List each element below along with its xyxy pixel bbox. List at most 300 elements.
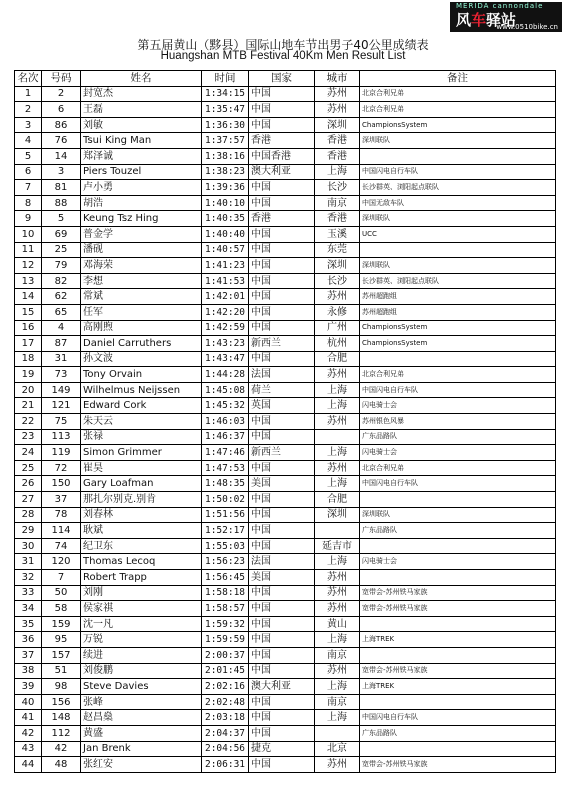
city-cell: 上海 [315,476,360,492]
city-cell [315,523,360,539]
number-cell: 48 [42,757,81,773]
rank-cell: 13 [15,273,42,289]
athlete-name: Wilhelmus Neijssen [81,382,202,398]
city-cell: 上海 [315,554,360,570]
finish-time: 1:36:30 [202,117,249,133]
number-cell: 7 [42,570,81,586]
finish-time: 1:44:28 [202,367,249,383]
number-cell: 58 [42,601,81,617]
finish-time: 1:38:23 [202,164,249,180]
rank-cell: 24 [15,445,42,461]
team-note: 长沙群英、浏阳起点联队 [360,180,556,196]
number-cell: 75 [42,414,81,430]
athlete-name: Gary Loafman [81,476,202,492]
team-note: 北京合利兄弟 [360,102,556,118]
athlete-name: 任军 [81,304,202,320]
finish-time: 1:40:57 [202,242,249,258]
rank-cell: 27 [15,492,42,508]
country-cell: 香港 [249,211,315,227]
finish-time: 1:46:03 [202,414,249,430]
athlete-name: 邓海荣 [81,258,202,274]
table-row [15,663,556,679]
team-note: 中国闪电自行车队 [360,710,556,726]
number-cell: 157 [42,647,81,663]
table-row [15,445,556,461]
country-cell: 中国 [249,102,315,118]
rank-cell: 14 [15,289,42,305]
number-cell: 113 [42,429,81,445]
country-cell: 中国 [249,710,315,726]
header-country: 国家 [249,71,315,87]
finish-time: 1:39:36 [202,180,249,196]
country-cell: 新西兰 [249,445,315,461]
athlete-name: 赵昌燊 [81,710,202,726]
city-cell: 广州 [315,320,360,336]
header-rank: 名次 [15,71,42,87]
rank-cell: 15 [15,304,42,320]
rank-cell: 17 [15,336,42,352]
athlete-name: 胡浩 [81,195,202,211]
finish-time: 1:40:35 [202,211,249,227]
rank-cell: 1 [15,86,42,102]
title-english: Huangshan MTB Festival 40Km Men Result List [160,50,406,62]
country-cell: 中国 [249,585,315,601]
number-cell: 74 [42,538,81,554]
number-cell: 150 [42,476,81,492]
finish-time: 1:47:46 [202,445,249,461]
finish-time: 1:52:17 [202,523,249,539]
number-cell: 81 [42,180,81,196]
finish-time: 1:51:56 [202,507,249,523]
country-cell: 中国 [249,725,315,741]
country-cell: 新西兰 [249,336,315,352]
city-cell: 苏州 [315,601,360,617]
country-cell: 中国 [249,429,315,445]
athlete-name: Jan Brenk [81,741,202,757]
city-cell: 上海 [315,679,360,695]
table-header-row [15,71,556,87]
number-cell: 112 [42,725,81,741]
finish-time: 1:47:53 [202,460,249,476]
country-cell: 中国 [249,195,315,211]
city-cell: 上海 [315,164,360,180]
team-note [360,351,556,367]
finish-time: 1:48:35 [202,476,249,492]
rank-cell: 12 [15,258,42,274]
number-cell: 120 [42,554,81,570]
city-cell: 杭州 [315,336,360,352]
team-note: 广东品路队 [360,429,556,445]
country-cell: 中国 [249,242,315,258]
finish-time: 1:56:23 [202,554,249,570]
site-logo[interactable] [450,2,562,32]
city-cell: 北京 [315,741,360,757]
number-cell: 95 [42,632,81,648]
city-cell: 深圳 [315,507,360,523]
team-note [360,492,556,508]
rank-cell: 43 [15,741,42,757]
rank-cell: 7 [15,180,42,196]
team-note: 中国闪电自行车队 [360,476,556,492]
team-note: 中国无敌车队 [360,195,556,211]
table-row [15,102,556,118]
header-name: 姓名 [81,71,202,87]
country-cell: 捷克 [249,741,315,757]
rank-cell: 32 [15,570,42,586]
team-note: 宽带会-苏州铁马家族 [360,757,556,773]
sponsor-brands: MERIDA cannondale [456,2,544,10]
rank-cell: 6 [15,164,42,180]
athlete-name: 封宽杰 [81,86,202,102]
finish-time: 1:43:47 [202,351,249,367]
team-note [360,570,556,586]
country-cell: 中国 [249,117,315,133]
finish-time: 2:04:56 [202,741,249,757]
rank-cell: 20 [15,382,42,398]
athlete-name: Keung Tsz Hing [81,211,202,227]
table-row [15,367,556,383]
rank-cell: 31 [15,554,42,570]
city-cell: 深圳 [315,117,360,133]
number-cell: 156 [42,694,81,710]
rank-cell: 4 [15,133,42,149]
city-cell: 黄山 [315,616,360,632]
finish-time: 2:00:37 [202,647,249,663]
team-note: 北京合利兄弟 [360,460,556,476]
finish-time: 1:42:59 [202,320,249,336]
table-row [15,180,556,196]
rank-cell: 29 [15,523,42,539]
athlete-name: 李想 [81,273,202,289]
number-cell: 4 [42,320,81,336]
table-row [15,757,556,773]
table-row [15,523,556,539]
athlete-name: 高刚煦 [81,320,202,336]
athlete-name: 郑泽诚 [81,148,202,164]
table-row [15,647,556,663]
table-row [15,476,556,492]
team-note: 深圳联队 [360,211,556,227]
country-cell: 澳大利亚 [249,164,315,180]
athlete-name: Simon Grimmer [81,445,202,461]
table-row [15,211,556,227]
number-cell: 159 [42,616,81,632]
table-row [15,86,556,102]
city-cell: 上海 [315,382,360,398]
number-cell: 31 [42,351,81,367]
table-row [15,148,556,164]
table-row [15,133,556,149]
table-row [15,507,556,523]
rank-cell: 34 [15,601,42,617]
table-row [15,320,556,336]
country-cell: 中国 [249,632,315,648]
city-cell: 合肥 [315,492,360,508]
rank-cell: 37 [15,647,42,663]
rank-cell: 18 [15,351,42,367]
city-cell: 永修 [315,304,360,320]
number-cell: 5 [42,211,81,227]
city-cell: 南京 [315,694,360,710]
finish-time: 1:58:18 [202,585,249,601]
number-cell: 148 [42,710,81,726]
logo-wordmark: 风车驿站 [456,11,517,29]
table-row [15,117,556,133]
athlete-name: 张红安 [81,757,202,773]
country-cell: 中国 [249,86,315,102]
team-note: 长沙群英、浏阳起点联队 [360,273,556,289]
team-note [360,242,556,258]
number-cell: 65 [42,304,81,320]
table-row [15,304,556,320]
athlete-name: 孙文波 [81,351,202,367]
city-cell: 苏州 [315,414,360,430]
city-cell: 上海 [315,445,360,461]
athlete-name: 崔昊 [81,460,202,476]
athlete-name: 王磊 [81,102,202,118]
team-note: 北京合利兄弟 [360,86,556,102]
city-cell: 上海 [315,398,360,414]
athlete-name: 张禄 [81,429,202,445]
athlete-name: Tony Orvain [81,367,202,383]
country-cell: 中国 [249,647,315,663]
city-cell: 延吉市 [315,538,360,554]
finish-time: 1:45:08 [202,382,249,398]
country-cell: 中国 [249,258,315,274]
athlete-name: 张峰 [81,694,202,710]
finish-time: 2:06:31 [202,757,249,773]
table-row [15,741,556,757]
team-note: 苏州超跑组 [360,304,556,320]
rank-cell: 9 [15,211,42,227]
country-cell: 中国 [249,226,315,242]
title-chinese: 第五届黄山（黟县）国际山地车节出男子40公里成绩表 [137,38,429,52]
city-cell: 玉溪 [315,226,360,242]
number-cell: 42 [42,741,81,757]
finish-time: 1:55:03 [202,538,249,554]
table-row [15,195,556,211]
header-note: 备注 [360,71,556,87]
country-cell: 中国 [249,538,315,554]
table-row [15,336,556,352]
city-cell: 香港 [315,211,360,227]
finish-time: 1:46:37 [202,429,249,445]
athlete-name: 耿斌 [81,523,202,539]
rank-cell: 22 [15,414,42,430]
country-cell: 美国 [249,570,315,586]
team-note [360,647,556,663]
city-cell [315,429,360,445]
table-row [15,554,556,570]
team-note: 深圳联队 [360,507,556,523]
team-note: 上海TREK [360,679,556,695]
city-cell: 苏州 [315,102,360,118]
team-note: 中国闪电自行车队 [360,382,556,398]
city-cell: 合肥 [315,351,360,367]
country-cell: 法国 [249,367,315,383]
athlete-name: 那扎尔别克.别肯 [81,492,202,508]
rank-cell: 39 [15,679,42,695]
rank-cell: 5 [15,148,42,164]
country-cell: 中国 [249,492,315,508]
number-cell: 37 [42,492,81,508]
number-cell: 79 [42,258,81,274]
table-row [15,414,556,430]
finish-time: 1:40:40 [202,226,249,242]
athlete-name: 朱天云 [81,414,202,430]
rank-cell: 8 [15,195,42,211]
number-cell: 149 [42,382,81,398]
finish-time: 2:02:48 [202,694,249,710]
finish-time: 1:45:32 [202,398,249,414]
finish-time: 1:41:23 [202,258,249,274]
athlete-name: 万锐 [81,632,202,648]
number-cell: 86 [42,117,81,133]
table-row [15,601,556,617]
table-row [15,585,556,601]
city-cell: 苏州 [315,460,360,476]
number-cell: 76 [42,133,81,149]
finish-time: 1:41:53 [202,273,249,289]
athlete-name: 刘敏 [81,117,202,133]
team-note [360,148,556,164]
team-note: 宽带会-苏州铁马家族 [360,585,556,601]
athlete-name: Daniel Carruthers [81,336,202,352]
rank-cell: 28 [15,507,42,523]
country-cell: 中国 [249,273,315,289]
finish-time: 1:34:15 [202,86,249,102]
country-cell: 中国 [249,304,315,320]
city-cell: 长沙 [315,180,360,196]
finish-time: 1:40:10 [202,195,249,211]
finish-time: 2:01:45 [202,663,249,679]
athlete-name: Edward Cork [81,398,202,414]
country-cell: 中国 [249,507,315,523]
city-cell: 苏州 [315,757,360,773]
rank-cell: 33 [15,585,42,601]
athlete-name: 沈一凡 [81,616,202,632]
finish-time: 1:38:16 [202,148,249,164]
finish-time: 1:59:59 [202,632,249,648]
country-cell: 美国 [249,476,315,492]
team-note: ChampionsSystem [360,336,556,352]
country-cell: 中国 [249,414,315,430]
team-note: 闪电骑士会 [360,554,556,570]
country-cell: 香港 [249,133,315,149]
number-cell: 2 [42,86,81,102]
number-cell: 3 [42,164,81,180]
number-cell: 72 [42,460,81,476]
table-row [15,460,556,476]
number-cell: 14 [42,148,81,164]
number-cell: 114 [42,523,81,539]
country-cell: 中国 [249,663,315,679]
team-note [360,694,556,710]
number-cell: 25 [42,242,81,258]
country-cell: 中国 [249,289,315,305]
city-cell: 香港 [315,133,360,149]
finish-time: 1:42:20 [202,304,249,320]
table-row [15,429,556,445]
city-cell: 苏州 [315,86,360,102]
team-note: 闪电骑士会 [360,398,556,414]
country-cell: 中国 [249,694,315,710]
country-cell: 中国香港 [249,148,315,164]
table-row [15,273,556,289]
country-cell: 中国 [249,616,315,632]
city-cell: 东莞 [315,242,360,258]
athlete-name: 纪卫东 [81,538,202,554]
finish-time: 2:02:16 [202,679,249,695]
athlete-name: Steve Davies [81,679,202,695]
rank-cell: 2 [15,102,42,118]
country-cell: 中国 [249,601,315,617]
finish-time: 1:50:02 [202,492,249,508]
athlete-name: 刘俊鹏 [81,663,202,679]
team-note: 广东品路队 [360,523,556,539]
city-cell: 苏州 [315,289,360,305]
country-cell: 法国 [249,554,315,570]
number-cell: 6 [42,102,81,118]
athlete-name: 卢小勇 [81,180,202,196]
number-cell: 50 [42,585,81,601]
table-row [15,616,556,632]
table-row [15,398,556,414]
athlete-name: Thomas Lecoq [81,554,202,570]
team-note: 苏州银色风暴 [360,414,556,430]
finish-time: 1:35:47 [202,102,249,118]
athlete-name: 普金学 [81,226,202,242]
city-cell: 深圳 [315,258,360,274]
team-note: 北京合利兄弟 [360,367,556,383]
rank-cell: 23 [15,429,42,445]
rank-cell: 3 [15,117,42,133]
athlete-name: Robert Trapp [81,570,202,586]
rank-cell: 42 [15,725,42,741]
rank-cell: 11 [15,242,42,258]
table-row [15,710,556,726]
finish-time: 2:03:18 [202,710,249,726]
team-note: UCC [360,226,556,242]
finish-time: 1:43:23 [202,336,249,352]
table-row [15,570,556,586]
team-note: 宽带会-苏州铁马家族 [360,663,556,679]
number-cell: 98 [42,679,81,695]
site-url: www.0510bike.cn [496,23,558,31]
finish-time: 1:56:45 [202,570,249,586]
athlete-name: 潘砚 [81,242,202,258]
country-cell: 中国 [249,351,315,367]
team-note [360,616,556,632]
finish-time: 1:59:32 [202,616,249,632]
athlete-name: 刘春林 [81,507,202,523]
table-row [15,632,556,648]
table-row [15,694,556,710]
rank-cell: 36 [15,632,42,648]
team-note: 上海TREK [360,632,556,648]
country-cell: 英国 [249,398,315,414]
rank-cell: 41 [15,710,42,726]
rank-cell: 10 [15,226,42,242]
header-number: 号码 [42,71,81,87]
finish-time: 1:42:01 [202,289,249,305]
country-cell: 澳大利亚 [249,679,315,695]
city-cell [315,725,360,741]
table-row [15,289,556,305]
team-note: 苏州超跑组 [360,289,556,305]
city-cell: 苏州 [315,663,360,679]
city-cell: 南京 [315,195,360,211]
